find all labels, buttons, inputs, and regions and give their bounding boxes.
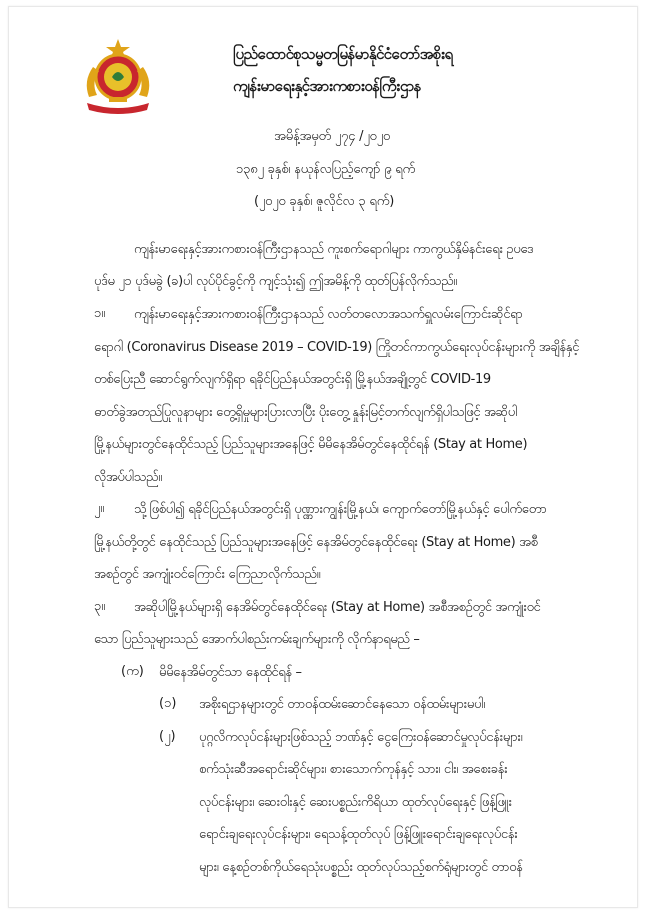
sub-clause-label: (က) (121, 664, 144, 679)
item-text-line: ရောင်းချရေးလုပ်ငန်းများ၊ ရေသန့်ထုတ်လုပ် ဖြန့်ဖြူးရောင်းချရေးလုပ်ငန်း (199, 827, 518, 842)
ministry-title: ကျန်းမာရေးနှင့်အားကစားဝန်ကြီးဌာန (233, 77, 421, 95)
item-number: (၂) (159, 729, 176, 744)
paragraph-3-line: သော ပြည်သူများသည် အောက်ပါစည်းကမ်းချက်များကို လိုက်နာရမည် – (94, 632, 420, 647)
paragraph-2-line: အစဉ်တွင် အကျုံးဝင်ကြောင်း ကြေညာလိုက်သည်။ (94, 567, 321, 582)
item-text-line: လုပ်ငန်းများ၊ ဆေးဝါးနှင့် ဆေးပစ္စည်းကိရိယာ ထုတ်လုပ်ရေးနှင့် ဖြန့်ဖြူး (199, 795, 512, 810)
paragraph-3-line: အဆိုပါမြို့နယ်များရှိ နေအိမ်တွင်နေထိုင်ရေး (Stay at Home) အစီအစဉ်တွင် အကျုံးဝင် (134, 600, 541, 615)
state-seal-icon (79, 37, 157, 115)
gregorian-date: (၂၀၂၀ ခုနှစ်၊ ဇူလိုင်လ ၃ ရက်) (254, 194, 395, 209)
paragraph-number: ၃။ (94, 599, 106, 614)
intro-line: ကျန်းမာရေးနှင့်အားကစားဝန်ကြီးဌာနသည် ကူးစက်ရောဂါများ ကာကွယ်နှိမ်နင်းရေး ဥပဒေ (134, 242, 534, 257)
item-text-line: များ၊ နေ့စဉ်တစ်ကိုယ်ရေသုံးပစ္စည်း ထုတ်လုပ်သည့်စက်ရုံများတွင် တာဝန် (199, 860, 523, 875)
intro-line: ပုဒ်မ ၂၁ ပုဒ်မခွဲ (ခ)ပါ လုပ်ပိုင်ခွင့်ကို ကျင့်သုံး၍ ဤအမိန့်ကို ထုတ်ပြန်လိုက်သည်။ (94, 274, 457, 289)
paragraph-1-line: မြို့နယ်များတွင်နေထိုင်သည့် ပြည်သူများအနေဖြင့် မိမိနေအိမ်တွင်နေထိုင်ရန် (Stay at Home) (94, 437, 528, 452)
item-text-line: ပုဂ္ဂလိကလုပ်ငန်းများဖြစ်သည့် ဘဏ်နှင့် ငွေကြေးဝန်ဆောင်မှုလုပ်ငန်းများ၊ (199, 730, 523, 745)
paragraph-number: ၂။ (94, 501, 105, 516)
myanmar-date: ၁၃၈၂ ခုနှစ်၊ နယုန်လပြည့်ကျော် ၉ ရက် (236, 162, 416, 177)
sub-clause-text: မိမိနေအိမ်တွင်သာ နေထိုင်ရန် – (159, 665, 302, 680)
item-text-line: စက်သုံးဆီအရောင်းဆိုင်များ၊ စားသောက်ကုန်နှင့် သား၊ ငါး၊ အစေးခန်း (199, 762, 508, 777)
paragraph-number: ၁။ (94, 306, 106, 321)
government-title: ပြည်ထောင်စုသမ္မတမြန်မာနိုင်ငံတော်အစိုးရ (233, 45, 453, 63)
paragraph-1-line: ဓာတ်ခွဲအတည်ပြုလူနာများ တွေ့ရှိမှုများပြားလာပြီး ပိုးတွေ့ နှုန်းမြင့်တက်လျက်ရှိပါသဖြင့် အဆိုပါ (94, 405, 518, 420)
order-number: အမိန့်အမှတ် ၂၇၄ /၂၀၂၀ (274, 129, 390, 144)
item-number: (၁) (159, 696, 177, 711)
paragraph-1-line: ရောဂါ (Coronavirus Disease 2019 – COVID-19) ကြိုတင်ကာကွယ်ရေးလုပ်ငန်းများကို အချိန်နှင့် (94, 340, 579, 355)
paragraph-2-line: မြို့နယ်တို့တွင် နေထိုင်သည့် ပြည်သူများအနေဖြင့် နေအိမ်တွင်နေထိုင်ရေး (Stay at Home) အစီ (94, 535, 538, 550)
document-page (8, 6, 638, 908)
paragraph-2-line: သို့ဖြစ်ပါ၍ ရခိုင်ပြည်နယ်အတွင်းရှိ ပုဏ္ဏားကျွန်းမြို့နယ်၊ ကျောက်တော်မြို့နယ်နှင့် ပေါက်တော (134, 502, 547, 517)
paragraph-1-line: ကျန်းမာရေးနှင့်အားကစားဝန်ကြီးဌာနသည် လတ်တလောအသက်ရှူလမ်းကြောင်းဆိုင်ရာ (134, 307, 523, 322)
paragraph-1-line: လိုအပ်ပါသည်။ (94, 470, 162, 485)
paragraph-1-line: တစ်ပြေးညီ ဆောင်ရွက်လျက်ရှိရာ ရခိုင်ပြည်နယ်အတွင်းရှိ မြို့နယ်အချို့တွင် COVID-19 (94, 372, 491, 387)
item-text: အစိုးရဌာနများတွင် တာဝန်ထမ်းဆောင်နေသော ဝန်ထမ်းများမပါ၊ (199, 697, 485, 712)
